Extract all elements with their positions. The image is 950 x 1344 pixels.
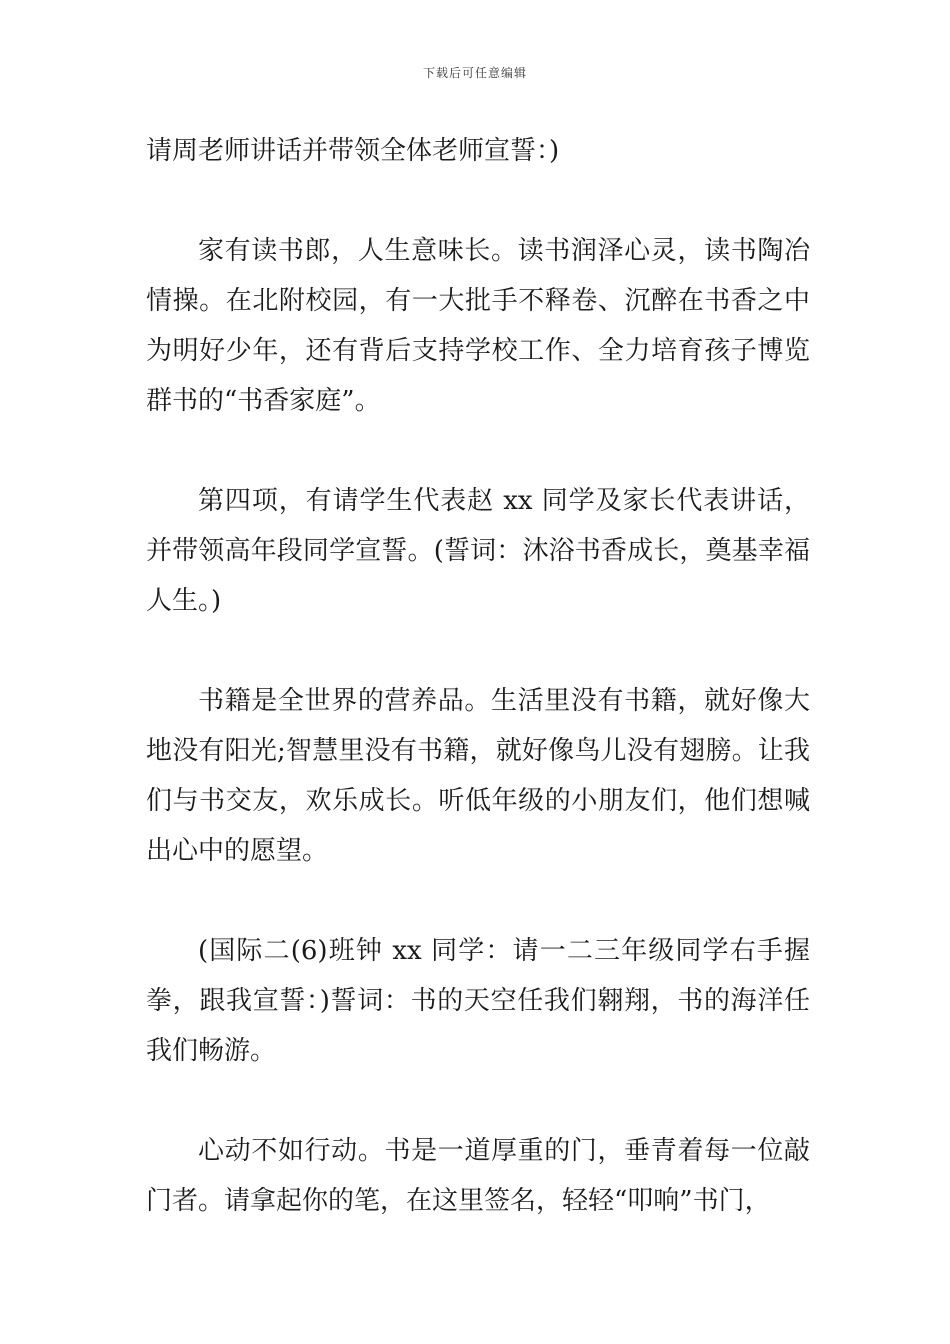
paragraph-spacer	[146, 876, 810, 926]
paragraph-2: 家有读书郎，人生意味长。读书润泽心灵，读书陶冶情操。在北附校园，有一大批手不释卷、沉醉在书香之中为明好少年，还有背后支持学校工作、全力培育孩子博览群书的“书香家庭”。	[146, 236, 810, 416]
document-body	[146, 126, 810, 1226]
paragraph-spacer	[146, 176, 810, 226]
paragraph-4: 书籍是全世界的营养品。生活里没有书籍，就好像大地没有阳光;智慧里没有书籍，就好像鸟儿没有翅膀。让我们与书交友，欢乐成长。听低年级的小朋友们，他们想喊出心中的愿望。	[146, 686, 810, 866]
paragraph-spacer	[146, 626, 810, 676]
paragraph-spacer	[146, 1076, 810, 1126]
header-note: 下载后可任意编辑	[422, 66, 527, 80]
paragraph-3: 第四项，有请学生代表赵 xx 同学及家长代表讲话，并带领高年段同学宣誓。(誓词：沐浴书香成长，奠基幸福人生。)	[146, 486, 810, 616]
paragraph-1: 请周老师讲话并带领全体老师宣誓：)	[146, 136, 560, 166]
paragraph-spacer	[146, 426, 810, 476]
paragraph-6: 心动不如行动。书是一道厚重的门，垂青着每一位敲门者。请拿起你的笔，在这里签名，轻轻“叩响”书门，	[146, 1136, 810, 1216]
paragraph-5: (国际二(6)班钟 xx 同学：请一二三年级同学右手握拳，跟我宣誓：)誓词：书的天空任我们翱翔，书的海洋任我们畅游。	[146, 936, 810, 1066]
